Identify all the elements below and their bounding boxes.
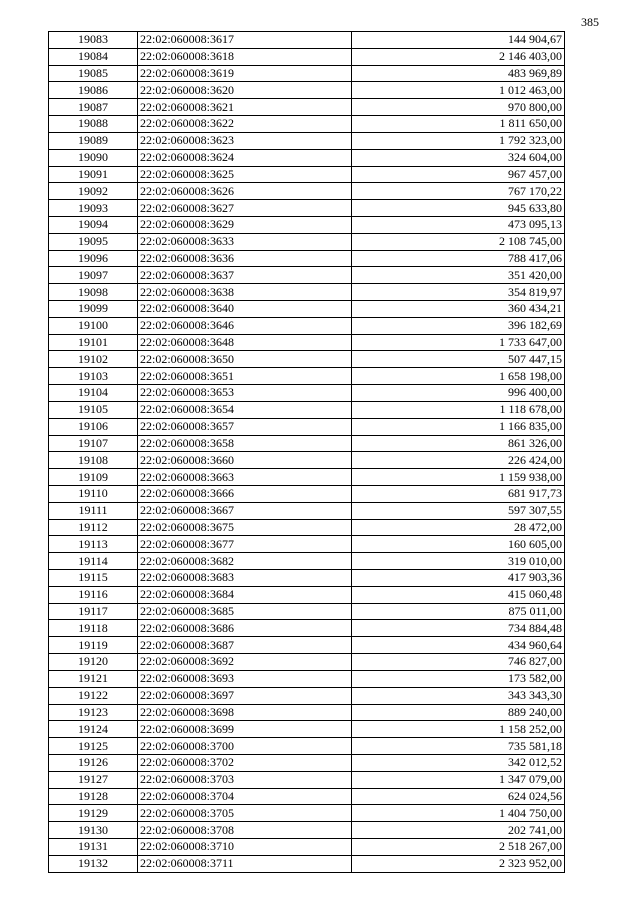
row-number-cell: 19093 — [49, 200, 138, 217]
row-number-cell: 19089 — [49, 132, 138, 149]
row-number-cell: 19121 — [49, 670, 138, 687]
row-number-cell: 19088 — [49, 116, 138, 133]
table-row — [49, 32, 565, 49]
row-number-cell: 19127 — [49, 771, 138, 788]
row-number-cell: 19100 — [49, 317, 138, 334]
cadastral-number-cell: 22:02:060008:3626 — [138, 183, 352, 200]
row-number-cell: 19114 — [49, 553, 138, 570]
row-number-cell: 19086 — [49, 82, 138, 99]
value-cell: 202 741,00 — [352, 822, 565, 839]
cadastral-number-cell: 22:02:060008:3684 — [138, 586, 352, 603]
table-row — [49, 754, 565, 771]
row-number-cell: 19083 — [49, 32, 138, 49]
value-cell: 2 146 403,00 — [352, 48, 565, 65]
value-cell: 1 118 678,00 — [352, 401, 565, 418]
row-number-cell: 19119 — [49, 637, 138, 654]
table-row — [49, 687, 565, 704]
row-number-cell: 19108 — [49, 452, 138, 469]
cadastral-number-cell: 22:02:060008:3625 — [138, 166, 352, 183]
value-cell: 1 792 323,00 — [352, 132, 565, 149]
table-row — [49, 855, 565, 872]
row-number-cell: 19117 — [49, 603, 138, 620]
cadastral-number-cell: 22:02:060008:3687 — [138, 637, 352, 654]
cadastral-number-cell: 22:02:060008:3697 — [138, 687, 352, 704]
value-cell: 342 012,52 — [352, 754, 565, 771]
table-row — [49, 771, 565, 788]
cadastral-number-cell: 22:02:060008:3640 — [138, 301, 352, 318]
value-cell: 1 733 647,00 — [352, 334, 565, 351]
value-cell: 597 307,55 — [352, 502, 565, 519]
registry-table-body — [49, 32, 565, 873]
row-number-cell: 19122 — [49, 687, 138, 704]
table-row — [49, 267, 565, 284]
row-number-cell: 19126 — [49, 754, 138, 771]
table-row — [49, 301, 565, 318]
table-row — [49, 116, 565, 133]
value-cell: 970 800,00 — [352, 99, 565, 116]
row-number-cell: 19097 — [49, 267, 138, 284]
table-row — [49, 822, 565, 839]
cadastral-number-cell: 22:02:060008:3693 — [138, 670, 352, 687]
cadastral-number-cell: 22:02:060008:3663 — [138, 469, 352, 486]
cadastral-number-cell: 22:02:060008:3617 — [138, 32, 352, 49]
cadastral-number-cell: 22:02:060008:3650 — [138, 351, 352, 368]
cadastral-number-cell: 22:02:060008:3682 — [138, 553, 352, 570]
table-row — [49, 620, 565, 637]
table-row — [49, 334, 565, 351]
table-row — [49, 401, 565, 418]
table-row — [49, 805, 565, 822]
value-cell: 861 326,00 — [352, 435, 565, 452]
row-number-cell: 19106 — [49, 418, 138, 435]
cadastral-number-cell: 22:02:060008:3657 — [138, 418, 352, 435]
value-cell: 2 108 745,00 — [352, 233, 565, 250]
table-row — [49, 216, 565, 233]
value-cell: 746 827,00 — [352, 654, 565, 671]
value-cell: 996 400,00 — [352, 385, 565, 402]
table-row — [49, 570, 565, 587]
cadastral-number-cell: 22:02:060008:3683 — [138, 570, 352, 587]
table-row — [49, 385, 565, 402]
table-row — [49, 738, 565, 755]
cadastral-number-cell: 22:02:060008:3703 — [138, 771, 352, 788]
table-row — [49, 317, 565, 334]
value-cell: 1 166 835,00 — [352, 418, 565, 435]
cadastral-number-cell: 22:02:060008:3700 — [138, 738, 352, 755]
cadastral-number-cell: 22:02:060008:3692 — [138, 654, 352, 671]
cadastral-number-cell: 22:02:060008:3677 — [138, 536, 352, 553]
table-row — [49, 149, 565, 166]
table-row — [49, 704, 565, 721]
cadastral-number-cell: 22:02:060008:3654 — [138, 401, 352, 418]
row-number-cell: 19085 — [49, 65, 138, 82]
value-cell: 1 012 463,00 — [352, 82, 565, 99]
table-row — [49, 502, 565, 519]
cadastral-number-cell: 22:02:060008:3637 — [138, 267, 352, 284]
table-row — [49, 435, 565, 452]
value-cell: 507 447,15 — [352, 351, 565, 368]
row-number-cell: 19110 — [49, 485, 138, 502]
table-row — [49, 485, 565, 502]
cadastral-number-cell: 22:02:060008:3636 — [138, 250, 352, 267]
value-cell: 396 182,69 — [352, 317, 565, 334]
cadastral-number-cell: 22:02:060008:3633 — [138, 233, 352, 250]
row-number-cell: 19084 — [49, 48, 138, 65]
cadastral-number-cell: 22:02:060008:3675 — [138, 519, 352, 536]
table-row — [49, 166, 565, 183]
row-number-cell: 19130 — [49, 822, 138, 839]
value-cell: 967 457,00 — [352, 166, 565, 183]
cadastral-number-cell: 22:02:060008:3699 — [138, 721, 352, 738]
row-number-cell: 19113 — [49, 536, 138, 553]
cadastral-number-cell: 22:02:060008:3704 — [138, 788, 352, 805]
table-row — [49, 284, 565, 301]
table-row — [49, 721, 565, 738]
value-cell: 473 095,13 — [352, 216, 565, 233]
table-row — [49, 670, 565, 687]
row-number-cell: 19128 — [49, 788, 138, 805]
cadastral-number-cell: 22:02:060008:3711 — [138, 855, 352, 872]
table-row — [49, 48, 565, 65]
table-row — [49, 351, 565, 368]
table-row — [49, 65, 565, 82]
cadastral-number-cell: 22:02:060008:3629 — [138, 216, 352, 233]
table-row — [49, 82, 565, 99]
row-number-cell: 19118 — [49, 620, 138, 637]
row-number-cell: 19107 — [49, 435, 138, 452]
cadastral-number-cell: 22:02:060008:3621 — [138, 99, 352, 116]
table-row — [49, 536, 565, 553]
table-row — [49, 183, 565, 200]
value-cell: 734 884,48 — [352, 620, 565, 637]
cadastral-number-cell: 22:02:060008:3702 — [138, 754, 352, 771]
value-cell: 1 347 079,00 — [352, 771, 565, 788]
cadastral-number-cell: 22:02:060008:3705 — [138, 805, 352, 822]
cadastral-number-cell: 22:02:060008:3619 — [138, 65, 352, 82]
cadastral-number-cell: 22:02:060008:3622 — [138, 116, 352, 133]
value-cell: 1 159 938,00 — [352, 469, 565, 486]
table-row — [49, 368, 565, 385]
table-row — [49, 469, 565, 486]
value-cell: 2 518 267,00 — [352, 839, 565, 856]
table-row — [49, 250, 565, 267]
value-cell: 945 633,80 — [352, 200, 565, 217]
value-cell: 226 424,00 — [352, 452, 565, 469]
row-number-cell: 19092 — [49, 183, 138, 200]
table-row — [49, 132, 565, 149]
table-row — [49, 637, 565, 654]
cadastral-number-cell: 22:02:060008:3618 — [138, 48, 352, 65]
cadastral-number-cell: 22:02:060008:3653 — [138, 385, 352, 402]
value-cell: 2 323 952,00 — [352, 855, 565, 872]
cadastral-number-cell: 22:02:060008:3620 — [138, 82, 352, 99]
row-number-cell: 19090 — [49, 149, 138, 166]
value-cell: 1 404 750,00 — [352, 805, 565, 822]
row-number-cell: 19091 — [49, 166, 138, 183]
table-row — [49, 839, 565, 856]
value-cell: 889 240,00 — [352, 704, 565, 721]
row-number-cell: 19111 — [49, 502, 138, 519]
value-cell: 343 343,30 — [352, 687, 565, 704]
value-cell: 415 060,48 — [352, 586, 565, 603]
value-cell: 319 010,00 — [352, 553, 565, 570]
value-cell: 144 904,67 — [352, 32, 565, 49]
value-cell: 1 811 650,00 — [352, 116, 565, 133]
value-cell: 324 604,00 — [352, 149, 565, 166]
cadastral-number-cell: 22:02:060008:3686 — [138, 620, 352, 637]
value-cell: 875 011,00 — [352, 603, 565, 620]
row-number-cell: 19099 — [49, 301, 138, 318]
row-number-cell: 19124 — [49, 721, 138, 738]
cadastral-number-cell: 22:02:060008:3624 — [138, 149, 352, 166]
row-number-cell: 19131 — [49, 839, 138, 856]
row-number-cell: 19129 — [49, 805, 138, 822]
cadastral-number-cell: 22:02:060008:3708 — [138, 822, 352, 839]
page-number: 385 — [581, 15, 599, 29]
registry-table — [48, 31, 565, 873]
table-row — [49, 233, 565, 250]
cadastral-number-cell: 22:02:060008:3660 — [138, 452, 352, 469]
value-cell: 354 819,97 — [352, 284, 565, 301]
cadastral-number-cell: 22:02:060008:3623 — [138, 132, 352, 149]
value-cell: 351 420,00 — [352, 267, 565, 284]
cadastral-number-cell: 22:02:060008:3710 — [138, 839, 352, 856]
row-number-cell: 19095 — [49, 233, 138, 250]
value-cell: 483 969,89 — [352, 65, 565, 82]
table-row — [49, 418, 565, 435]
table-row — [49, 586, 565, 603]
value-cell: 624 024,56 — [352, 788, 565, 805]
row-number-cell: 19115 — [49, 570, 138, 587]
row-number-cell: 19125 — [49, 738, 138, 755]
cadastral-number-cell: 22:02:060008:3658 — [138, 435, 352, 452]
value-cell: 173 582,00 — [352, 670, 565, 687]
value-cell: 788 417,06 — [352, 250, 565, 267]
value-cell: 434 960,64 — [352, 637, 565, 654]
value-cell: 681 917,73 — [352, 485, 565, 502]
row-number-cell: 19102 — [49, 351, 138, 368]
value-cell: 735 581,18 — [352, 738, 565, 755]
table-row — [49, 99, 565, 116]
row-number-cell: 19094 — [49, 216, 138, 233]
row-number-cell: 19103 — [49, 368, 138, 385]
row-number-cell: 19132 — [49, 855, 138, 872]
row-number-cell: 19101 — [49, 334, 138, 351]
value-cell: 360 434,21 — [352, 301, 565, 318]
table-row — [49, 200, 565, 217]
value-cell: 160 605,00 — [352, 536, 565, 553]
row-number-cell: 19112 — [49, 519, 138, 536]
row-number-cell: 19098 — [49, 284, 138, 301]
table-row — [49, 654, 565, 671]
cadastral-number-cell: 22:02:060008:3685 — [138, 603, 352, 620]
row-number-cell: 19104 — [49, 385, 138, 402]
cadastral-number-cell: 22:02:060008:3666 — [138, 485, 352, 502]
row-number-cell: 19105 — [49, 401, 138, 418]
cadastral-number-cell: 22:02:060008:3651 — [138, 368, 352, 385]
row-number-cell: 19116 — [49, 586, 138, 603]
table-row — [49, 519, 565, 536]
row-number-cell: 19087 — [49, 99, 138, 116]
row-number-cell: 19109 — [49, 469, 138, 486]
value-cell: 28 472,00 — [352, 519, 565, 536]
table-row — [49, 603, 565, 620]
row-number-cell: 19096 — [49, 250, 138, 267]
cadastral-number-cell: 22:02:060008:3646 — [138, 317, 352, 334]
table-row — [49, 553, 565, 570]
cadastral-number-cell: 22:02:060008:3627 — [138, 200, 352, 217]
row-number-cell: 19123 — [49, 704, 138, 721]
value-cell: 1 158 252,00 — [352, 721, 565, 738]
value-cell: 767 170,22 — [352, 183, 565, 200]
table-row — [49, 788, 565, 805]
row-number-cell: 19120 — [49, 654, 138, 671]
cadastral-number-cell: 22:02:060008:3648 — [138, 334, 352, 351]
cadastral-number-cell: 22:02:060008:3638 — [138, 284, 352, 301]
value-cell: 417 903,36 — [352, 570, 565, 587]
cadastral-number-cell: 22:02:060008:3698 — [138, 704, 352, 721]
cadastral-number-cell: 22:02:060008:3667 — [138, 502, 352, 519]
table-row — [49, 452, 565, 469]
value-cell: 1 658 198,00 — [352, 368, 565, 385]
